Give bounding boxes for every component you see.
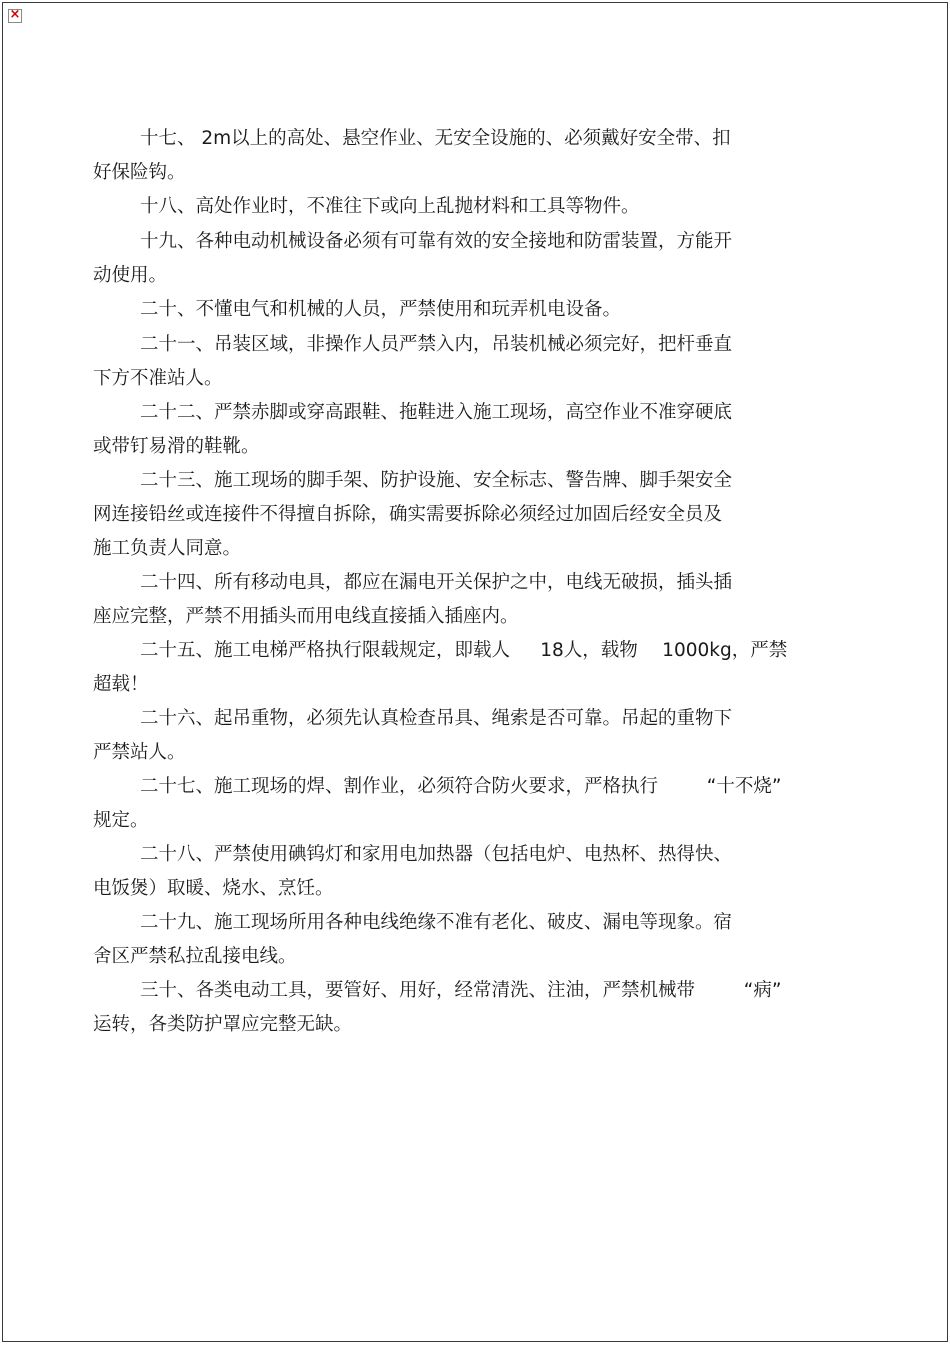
paragraph-line: 超载！ [93, 674, 149, 695]
paragraph [93, 838, 853, 906]
document-page [2, 2, 948, 1342]
paragraph-line: 运转，各类防护罩应完整无缺。 [93, 1014, 353, 1035]
paragraph-line: 二十、不懂电气和机械的人员，严禁使用和玩弄机电设备。 [140, 299, 622, 320]
paragraph [93, 122, 853, 190]
paragraph-line: 二十六、起吊重物，必须先认真检查吊具、绳索是否可靠。吊起的重物下 [140, 708, 733, 729]
paragraph-line: 十八、高处作业时，不准往下或向上乱抛材料和工具等物件。 [140, 196, 640, 217]
paragraph-line: 二十二、严禁赤脚或穿高跟鞋、拖鞋进入施工现场，高空作业不准穿硬底 [140, 402, 733, 423]
paragraph [93, 770, 853, 838]
paragraph [93, 293, 853, 327]
paragraph [93, 566, 853, 634]
paragraph-line: 下方不准站人。 [93, 368, 223, 389]
paragraph [93, 702, 853, 770]
paragraph-line: 十七、 2m以上的高处、悬空作业、无安全设施的、必须戴好安全带、扣 [140, 128, 731, 149]
paragraph [93, 906, 853, 974]
paragraph-line: 二十一、吊装区域，非操作人员严禁入内，吊装机械必须完好，把杆垂直 [140, 334, 733, 355]
paragraph-line: 好保险钩。 [93, 162, 186, 183]
paragraph-line: 三十、各类电动工具，要管好、用好，经常清洗、注油，严禁机械带 “病” [140, 980, 782, 1001]
paragraph-line: 二十三、施工现场的脚手架、防护设施、安全标志、警告牌、脚手架安全 [140, 470, 733, 491]
document-body [93, 122, 853, 1042]
paragraph [93, 396, 853, 464]
paragraph-line: 舍区严禁私拉乱接电线。 [93, 946, 297, 967]
paragraph-line: 网连接铅丝或连接件不得擅自拆除，确实需要拆除必须经过加固后经安全员及 [93, 504, 723, 525]
paragraph-line: 二十七、施工现场的焊、割作业，必须符合防火要求，严格执行 “十不烧” [140, 776, 782, 797]
paragraph [93, 328, 853, 396]
paragraph-line: 施工负责人同意。 [93, 538, 242, 559]
paragraph [93, 225, 853, 293]
paragraph-line: 座应完整，严禁不用插头而用电线直接插入插座内。 [93, 606, 519, 627]
paragraph-line: 二十五、施工电梯严格执行限载规定，即载人 18人，载物 1000kg，严禁 [140, 640, 788, 661]
paragraph-line: 十九、各种电动机械设备必须有可靠有效的安全接地和防雷装置，方能开 [140, 231, 733, 252]
paragraph-line: 动使用。 [93, 265, 168, 286]
paragraph-line: 或带钉易滑的鞋靴。 [93, 436, 260, 457]
paragraph-line: 严禁站人。 [93, 742, 186, 763]
paragraph [93, 974, 853, 1042]
paragraph [93, 634, 853, 702]
paragraph [93, 464, 853, 566]
paragraph [93, 190, 853, 224]
paragraph-line: 规定。 [93, 810, 149, 831]
paragraph-line: 二十四、所有移动电具，都应在漏电开关保护之中，电线无破损，插头插 [140, 572, 733, 593]
paragraph-line: 电饭煲）取暖、烧水、烹饪。 [93, 878, 334, 899]
paragraph-line: 二十八、严禁使用碘钨灯和家用电加热器（包括电炉、电热杯、热得快、 [140, 844, 733, 865]
broken-image-icon [8, 9, 22, 23]
paragraph-line: 二十九、施工现场所用各种电线绝缘不准有老化、破皮、漏电等现象。宿 [140, 912, 733, 933]
